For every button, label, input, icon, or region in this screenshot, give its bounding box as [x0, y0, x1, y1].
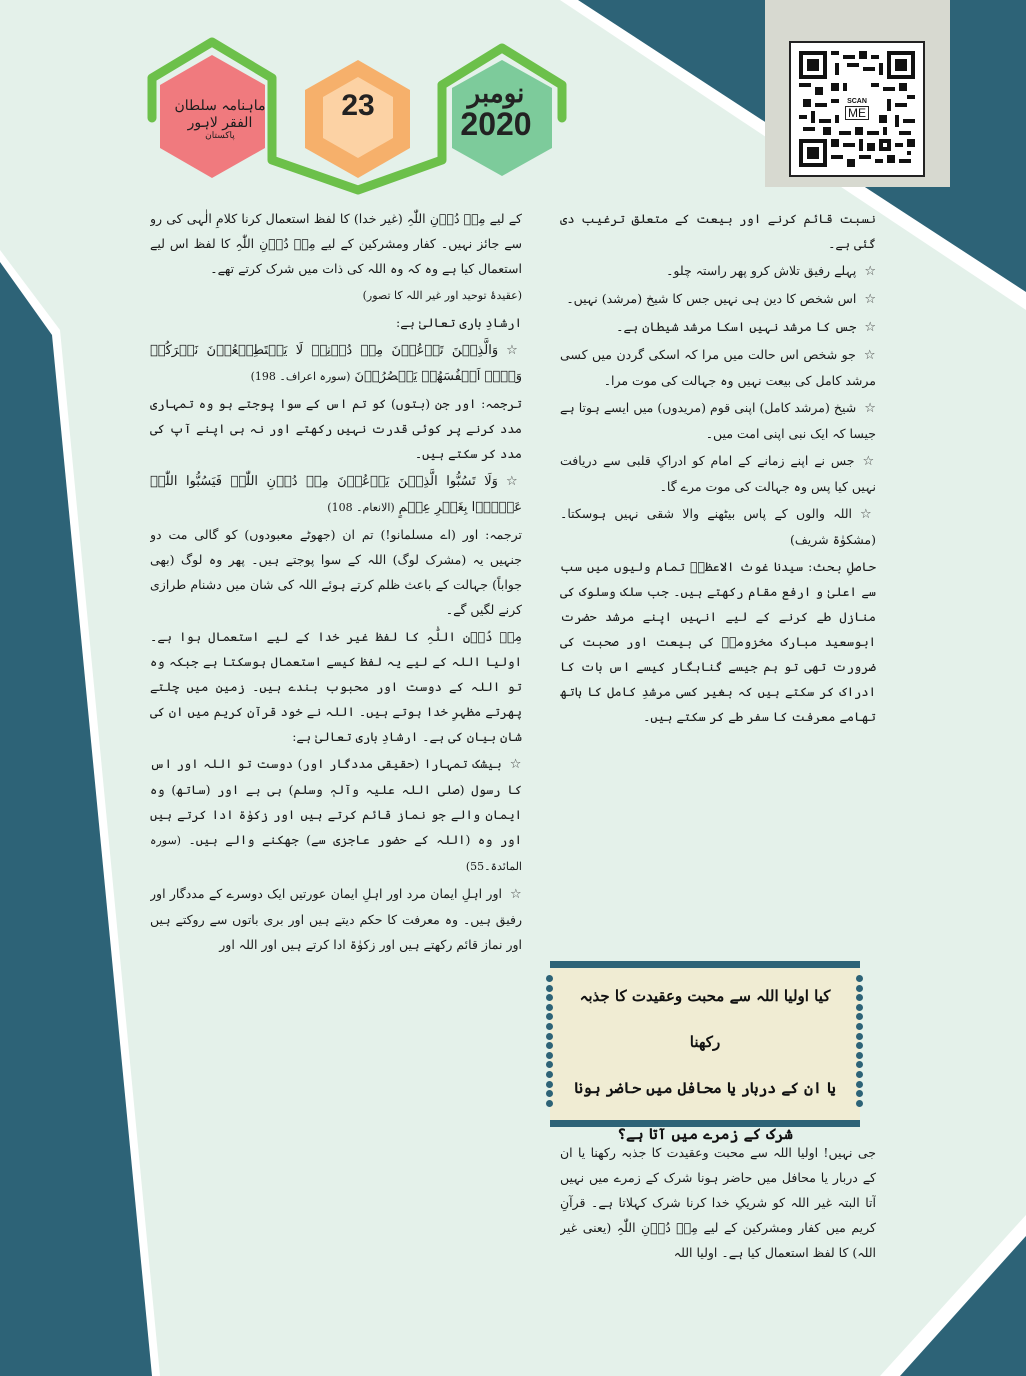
left-teal-slab — [0, 262, 152, 1376]
bullet-item — [560, 342, 876, 393]
source-reference: (عقیدۂ توحید اور غیر اللہ کا تصور) — [362, 289, 522, 302]
irshad-heading: ارشادِ باری تعالیٰ ہے: — [396, 315, 522, 330]
bullet-item — [150, 751, 522, 879]
magazine-logo-sub: پاکستان — [205, 131, 235, 142]
bullet-text: جس کا مرشد نہیں اسکا مرشد شیطان ہے۔ — [616, 319, 857, 334]
star-outline-icon: ☆ — [506, 343, 522, 358]
bullet-item — [560, 258, 876, 284]
issue-year: 2020 — [460, 106, 532, 143]
bullet-text: اس شخص کا دین ہی نہیں جس کا شیخ (مرشد) نہیں۔ — [566, 291, 857, 306]
translation-2: ترجمہ: اور (اے مسلمانو!) تم ان (جھوٹے معبودوں) کو گالی مت دو جنہیں یہ (مشرک لوگ) اللہ کے سوا پوجتے ہیں۔ پھر وہ لوگ (بھی جواباً) جہالت کے باعث ظلم کرتے ہوئے اللہ کی شان میں دشنام طرازی کرنے لگیں گے۔ — [150, 527, 522, 617]
question-box — [550, 961, 860, 1143]
bullet-text: اور اہلِ ایمان مرد اور اہلِ ایمان عورتیں ایک دوسرے کے مددگار اور رفیق ہیں۔ وہ معرفت کا حکم دیتے ہیں اور بری باتوں سے روکتے ہیں اور نماز قائم رکھتے ہیں اور زکوٰۃ ادا کرتے ہیں اور اللہ اور — [150, 886, 522, 952]
qr-code[interactable] — [789, 41, 925, 177]
star-outline-icon: ☆ — [863, 348, 876, 363]
conclusion-paragraph: حاصلِ بحث: سیدنا غوث الاعظمؓ تمام ولیوں میں سب سے اعلیٰ و ارفع مقام رکھتے ہیں۔ جب سلک وسلوک کی منازل طے کرنے کے لیے انہیں اپنے مرشد حضرت ابوسعید مبارک مخزومیؒ کی بیعت اور صحبت کی ضرورت تھی تو ہم جیسے گناہگار کیسے اس بات کا ادراک کر سکتے ہیں کہ بغیر کسی مرشدِ کامل کا ہاتھ تھامے معرفت کا سفر طے کر سکتے ہیں۔ — [560, 559, 876, 724]
answer-column — [560, 1140, 876, 1360]
bullet-text: اللہ والوں کے پاس بیٹھنے والا شقی نہیں ہوسکتا۔ (مشکوٰۃ شریف) — [560, 506, 876, 547]
verse-reference: (الانعام۔ 108) — [327, 501, 395, 514]
star-outline-icon: ☆ — [864, 320, 876, 335]
scan-me-label — [839, 91, 875, 127]
question-line: یا ان کے دربار یا محافل میں حاضر ہونا — [574, 1079, 836, 1097]
question-heading — [564, 973, 846, 1143]
left-column — [150, 206, 522, 1356]
magazine-logo-text: ماہنامہ سلطان الفقر لاہور — [174, 97, 266, 131]
verse-text: وَالَّذِیۡنَ تَدۡعُوۡنَ مِنۡ دُوۡنِہٖ لَا یَسۡتَطِیۡعُوۡنَ نَصۡرَکُمۡ وَلَاۤ اَنۡفُسَھُمۡ یَنۡصُرُوۡنَ — [150, 343, 522, 384]
right-column — [560, 206, 876, 946]
page-number: 23 — [341, 89, 375, 122]
translation-1: ترجمہ: اور جن (بتوں) کو تم اس کے سوا پوجتے ہو وہ تمہاری مدد کرنے پر کوئی قدرت نہیں رکھتے اور نہ ہی اپنے آپ کی مدد کر سکتے ہیں۔ — [150, 396, 522, 461]
verse-reference: (سورہ اعراف۔ 198) — [250, 370, 351, 383]
star-outline-icon: ☆ — [864, 401, 876, 416]
bullet-text: بیشک تمہارا (حقیقی مددگار اور) دوست تو اللہ اور اس کا رسول (صلی اللہ علیہ وآلہٖ وسلم) ہی ہے اور (ساتھ) وہ ایمان والے جو نماز قائم کرتے ہیں اور زکوٰۃ ادا کرتے ہیں اور وہ (اللہ کے حضور عاجزی سے) جھکنے والے ہیں۔ — [150, 756, 522, 847]
bullet-item — [150, 881, 522, 957]
right-intro: نسبت قائم کرنے اور بیعت کے متعلق ترغیب دی گئی ہے۔ — [560, 211, 876, 251]
bullet-text: پہلے رفیق تلاش کرو پھر راستہ چلو۔ — [666, 263, 857, 278]
star-outline-icon: ☆ — [509, 757, 522, 772]
scan-label: SCAN — [847, 98, 867, 105]
question-box-right-dots — [856, 975, 864, 1109]
verse-item — [150, 337, 522, 389]
bullet-item — [560, 286, 876, 312]
bullet-item — [560, 395, 876, 446]
star-outline-icon: ☆ — [862, 454, 876, 469]
question-line: کیا اولیا اللہ سے محبت وعقیدت کا جذبہ رکھنا — [579, 987, 831, 1051]
bullet-item — [560, 448, 876, 499]
bullet-text: جس نے اپنے زمانے کے امام کو ادراکِ قلبی سے دریافت نہیں کیا پس وہ جہالت کی موت مرے گا۔ — [560, 453, 876, 494]
bullet-item — [560, 501, 876, 552]
question-line: شرک کے زمرے میں آتا ہے؟ — [617, 1125, 793, 1143]
star-outline-icon: ☆ — [864, 264, 876, 279]
verse-item — [150, 468, 522, 520]
me-label: ME — [845, 106, 869, 120]
star-outline-icon: ☆ — [509, 887, 522, 902]
bullet-text: جو شخص اس حالت میں مرا کہ اسکی گردن میں کسی مرشد کامل کی بیعت نہیں وہ جہالت کی موت مرا۔ — [560, 347, 876, 388]
left-para-1: کے لیے مِنۡ دُوۡنِ اللّٰہِ (غیر خدا) کا لفظ استعمال کرنا کلامِ الٰہی کی رو سے جائز نہیں۔ کفار ومشرکین کے لیے مِنۡ دُوۡنِ اللّٰہِ کا لفظ اس لیے استعمال کیا ہے وہ کہ وہ اللہ کی ذات میں شرک کرتے تھے۔ — [150, 211, 522, 276]
bullet-item — [560, 314, 876, 340]
left-para-2: مِنۡ دُوۡنِ اللّٰہِ کا لفظ غیر خدا کے لیے استعمال ہوا ہے۔ اولیا اللہ کے لیے یہ لفظ کیسے استعمال ہوسکتا ہے جبکہ وہ تو اللہ کے دوست اور محبوب بندے ہیں۔ زمین میں چلتے پھرتے مظہرِ خدا ہوتے ہیں۔ اللہ نے خود قرآنِ کریم میں ان کی شان بیان کی ہے۔ ارشادِ باری تعالیٰ ہے: — [150, 629, 522, 744]
issue-date — [440, 72, 552, 152]
verse-reference: (سورہ المائدۃ۔55) — [150, 834, 522, 873]
issue-month: نومبر — [467, 79, 525, 110]
magazine-logo — [160, 88, 280, 152]
answer-paragraph: جی نہیں! اولیا اللہ سے محبت وعقیدت کا جذبہ رکھنا یا ان کے دربار یا محافل میں حاضر ہونا شرک کے زمرے میں نہیں آتا البتہ غیر اللہ کو شریکِ خدا کرنا شرک کہلاتا ہے۔ قرآنِ کریم میں کفار ومشرکین کے لیے مِنۡ دُوۡنِ اللّٰہِ (یعنی غیر اللہ) کا لفظ استعمال کیا ہے۔ اولیا اللہ — [560, 1145, 876, 1260]
question-box-left-dots — [546, 975, 554, 1109]
star-outline-icon: ☆ — [860, 507, 876, 522]
verse-text: وَلَا تَسُبُّوا الَّذِیۡنَ یَدۡعُوۡنَ مِنۡ دُوۡنِ اللّٰہِ فَیَسُبُّوا اللّٰہَ عَدۡوًۢا بِغَیۡرِ عِلۡمٍ — [150, 474, 522, 515]
question-box-top-bar — [550, 961, 860, 968]
star-outline-icon: ☆ — [864, 292, 876, 307]
bullet-text: شیخ (مرشد کامل) اپنی قوم (مریدوں) میں ایسے ہوتا ہے جیسا کہ ایک نبی اپنی امت میں۔ — [560, 400, 876, 441]
star-outline-icon: ☆ — [505, 474, 522, 489]
